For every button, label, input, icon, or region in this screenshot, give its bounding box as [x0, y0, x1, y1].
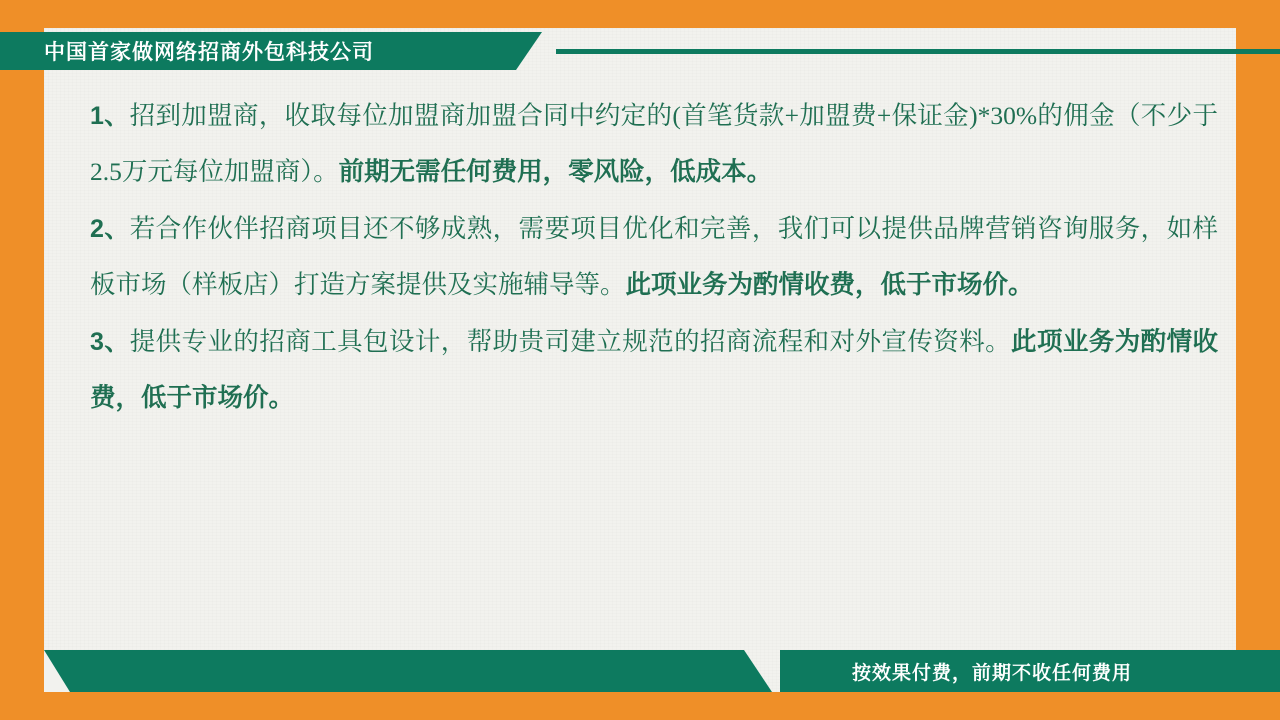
paragraph-2-text: 若合作伙伴招商项目还不够成熟，需要项目优化和完善，我们可以提供品牌营销咨询服务，如样板市场（样板店）打造方案提供及实施辅导等。	[90, 214, 1218, 299]
paragraph-1-emphasis: 前期无需任何费用，零风险，低成本。	[338, 157, 773, 186]
footer-ribbon-right	[780, 650, 1280, 692]
paragraph-3-text: 提供专业的招商工具包设计，帮助贵司建立规范的招商流程和对外宣传资料。	[129, 327, 1012, 356]
paragraph-1	[90, 88, 1218, 199]
page-title: 中国首家做网络招商外包科技公司	[44, 41, 374, 64]
paragraph-1-text: 招到加盟商，收取每位加盟商加盟合同中约定的(首笔货款+加盟费+保证金)*30%的佣金（不少于2.5万元每位加盟商）。	[90, 101, 1219, 186]
paragraph-3-number: 3、	[90, 328, 130, 356]
paragraph-1-number: 1、	[90, 102, 130, 130]
header-ribbon	[0, 32, 516, 70]
footer-ribbon-left	[44, 650, 744, 692]
paragraph-3-emphasis: 此项业务为酌情收费，低于市场价。	[90, 327, 1218, 412]
paragraph-3	[90, 314, 1218, 425]
footer-note: 按效果付费，前期不收任何费用	[852, 662, 1133, 684]
paragraph-2-emphasis: 此项业务为酌情收费，低于市场价。	[625, 270, 1034, 299]
paragraph-2	[90, 201, 1218, 312]
header-divider-line	[556, 49, 1280, 54]
paragraph-2-number: 2、	[90, 215, 130, 243]
body-text	[90, 88, 1218, 427]
